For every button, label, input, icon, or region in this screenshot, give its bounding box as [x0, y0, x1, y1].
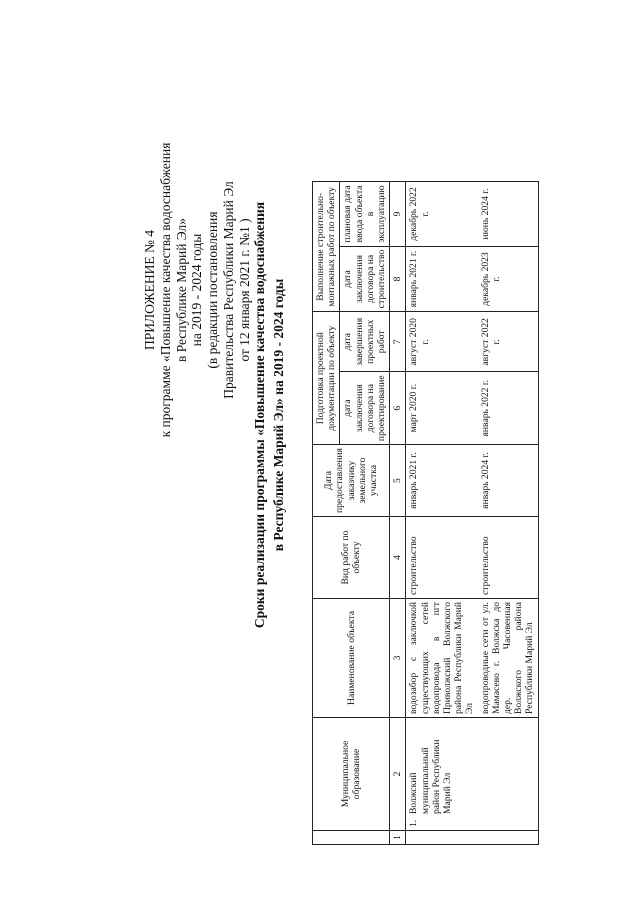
cell-design-contract: март 2020 г.: [406, 372, 478, 445]
header-object-name: Наименование объекта: [313, 599, 390, 718]
appendix-line: от 12 января 2021 г. №1 ): [236, 218, 252, 362]
cell-work-type: строительство: [406, 517, 478, 599]
cell-municipality: [478, 718, 539, 831]
cell-commissioning: декабрь 2022 г.: [406, 182, 478, 246]
cell-construction-contract: декабрь 2023 г.: [478, 246, 539, 312]
table-header-row: [313, 182, 340, 845]
appendix-line: в Республике Марий Эл»: [173, 217, 189, 363]
column-number: 2: [390, 718, 406, 831]
appendix-line: (в редакции постановления: [205, 211, 221, 369]
column-number: 6: [390, 372, 406, 445]
appendix-block: [142, 80, 253, 500]
column-number: 3: [390, 599, 406, 718]
document-title: [250, 145, 288, 685]
row-spacer: [406, 831, 478, 845]
header-design-done: дата завершения проектных работ: [340, 312, 390, 372]
cell-design-done: август 2020 г.: [406, 312, 478, 372]
header-work-type: Вид работ по объекту: [313, 517, 390, 599]
cell-design-contract: январь 2022 г.: [478, 372, 539, 445]
appendix-line: Правительства Республики Марий Эл: [220, 181, 236, 399]
row-number: 1.: [408, 819, 420, 827]
header-number: [313, 831, 390, 845]
schedule-table: [312, 181, 539, 845]
cell-land-date: январь 2021 г.: [406, 445, 478, 517]
cell-object-name: водозабор с заключкой существующих сетей водопровода в пгт Приволжский Волжского района Республики Марий Эл: [406, 599, 478, 718]
table-row: [406, 182, 478, 845]
cell-land-date: январь 2024 г.: [478, 445, 539, 517]
header-commissioning: плановая дата ввода объекта в эксплуатацию: [340, 182, 390, 246]
header-design-contract: дата заключения договора на проектирование: [340, 372, 390, 445]
appendix-line: к программе «Повышение качества водоснабжения: [157, 142, 173, 438]
column-number: 1: [390, 831, 406, 845]
column-number: 9: [390, 182, 406, 246]
municipality-name: Волжский муниципальный район Республики Марий Эл: [408, 739, 454, 814]
column-number: 8: [390, 246, 406, 312]
title-line: в Республике Марий Эл» на 2019 - 2024 годы: [271, 278, 286, 552]
column-number: 4: [390, 517, 406, 599]
header-design-group: Подготовка проектной документации по объекту: [313, 312, 340, 445]
cell-commissioning: июнь 2024 г.: [478, 182, 539, 246]
cell-municipality: [406, 718, 478, 831]
column-number: 7: [390, 312, 406, 372]
appendix-line: на 2019 - 2024 годы: [189, 233, 205, 347]
title-line: Сроки реализации программы «Повышение качества водоснабжения: [252, 201, 267, 629]
header-construction-group: Выполнение строительно-монтажных работ по объекту: [313, 182, 340, 312]
table-row: [478, 182, 539, 845]
cell-work-type: строительство: [478, 517, 539, 599]
cell-construction-contract: январь 2021 г.: [406, 246, 478, 312]
column-number: 5: [390, 445, 406, 517]
cell-object-name: водопроводные сети от ул. Мамасево г. Волжска до дер. Часовенная Волжского района Республики Марий Эл: [478, 599, 539, 718]
row-spacer: [478, 831, 539, 845]
cell-design-done: август 2022 г.: [478, 312, 539, 372]
column-number-row: [390, 182, 406, 845]
appendix-line: ПРИЛОЖЕНИЕ № 4: [142, 229, 157, 351]
header-land-date: Дата предоставления заказчику земельного участка: [313, 445, 390, 517]
header-municipality: Муниципальное образование: [313, 718, 390, 831]
header-construction-contract: дата заключения договора на строительство: [340, 246, 390, 312]
